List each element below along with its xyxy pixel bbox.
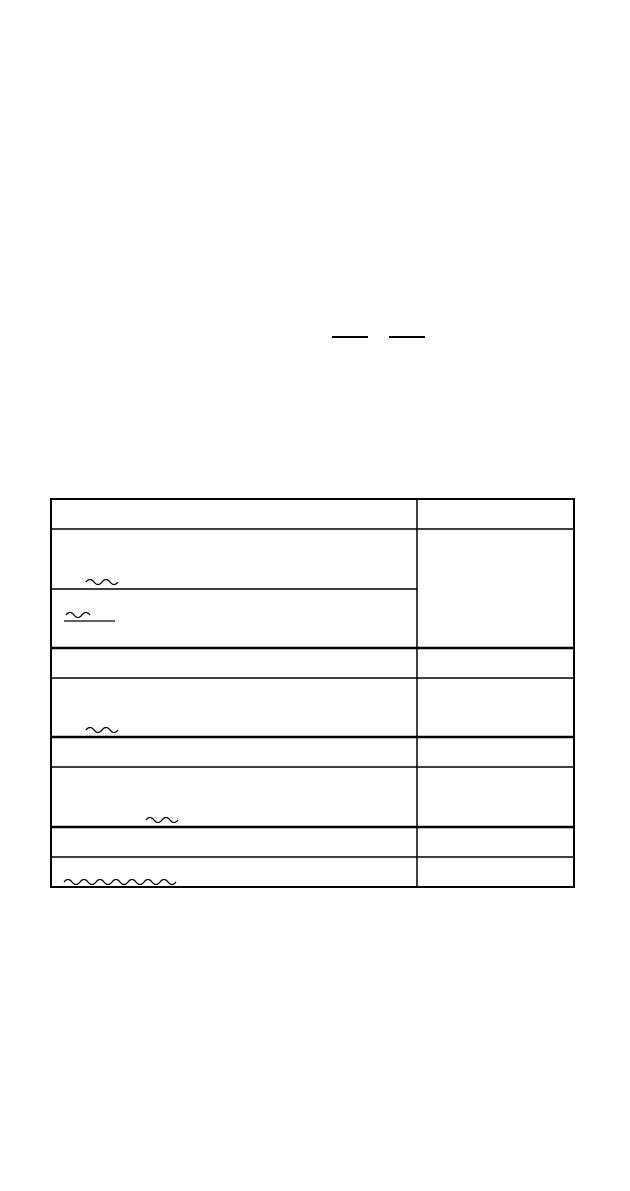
wavy-underline-mark-long <box>64 880 176 885</box>
table-grid <box>51 499 574 887</box>
wavy-underline-mark <box>66 613 90 618</box>
table-border <box>51 499 574 887</box>
wavy-marks <box>64 580 178 885</box>
wavy-underline-mark <box>146 818 178 823</box>
wavy-underline-mark <box>86 728 118 733</box>
wavy-underline-mark <box>86 580 118 585</box>
